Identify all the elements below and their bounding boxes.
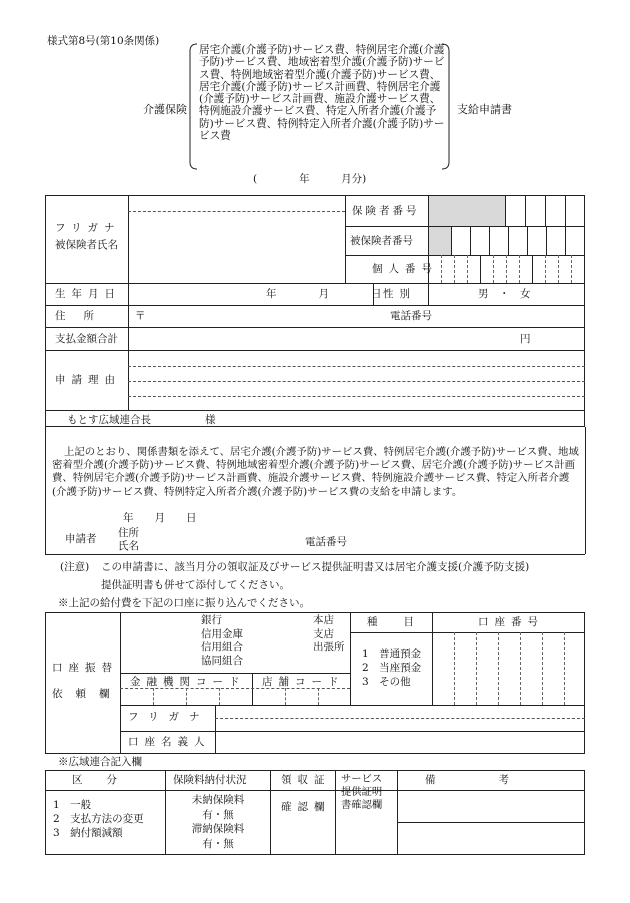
kind-label: 種目 [367,616,440,628]
branch-types[interactable] [313,614,345,655]
title-prefix: 介護保険 [143,103,187,116]
applicant-phone-label: 電話番号 [305,536,347,548]
applicant-address-label: 住所 [118,527,139,539]
institution-type-item: 銀行 [201,614,222,626]
remarks-label: 備 考 [425,774,509,786]
branch-type-item: 本店 [313,614,334,626]
premium-items[interactable] [166,793,270,851]
payment-total-label: 支払金額合計 [55,333,118,345]
service-label-line: 提供証明 [341,786,383,798]
phone-label: 電話番号 [390,310,432,322]
note-line-1: この申請書に、該当月分の領収証及びサービス提供証明書又は居宅介護支援(介護予防支援) [101,561,530,573]
insured-name-label: 被保険者氏名 [55,239,118,251]
receipt-label-2: 確認欄 [281,801,331,813]
reason-label: 申請理由 [55,374,121,386]
kind-option[interactable]: 2 当座預金 [362,662,422,674]
category-label: 区分 [72,774,141,786]
institution-type-item: 信用組合 [201,641,243,653]
declaration-body: 上記のとおり、関係書類を添えて、居宅介護(介護予防)サービス費、特例居宅介護(介護予防)サービス費、地域密着型介護(介護予防)サービス費、特例地域密着型介護(介護予防)サービス費、居宅介護(介護予防)サービス計画費、特例居宅介護(介護予防)サービス計画費、施設介護サービス費、特例施設介護サービス費、特定入所者介護(介護予防)サービス費、特例特定入所者介護(介護予防)サービス費の支給を申請します。 [52,446,579,498]
branch-type-item: 出張所 [313,641,345,653]
premium-item[interactable]: 有・無 [202,837,234,850]
kind-option[interactable]: 3 その他 [362,676,411,688]
insurer-number-label: 保険者番号 [352,205,420,217]
right-brace [441,43,451,170]
premium-item[interactable]: 有・無 [202,808,234,821]
institution-type-item: 信用金庫 [201,627,243,640]
postal-mark: 〒 [135,310,146,322]
service-label-line: サービス [341,773,383,785]
branch-type-item: 支店 [313,627,334,640]
service-label-line: 書確認欄 [341,799,383,811]
bank-instruction: ※上記の給付費を下記の口座に振り込んでください。 [58,597,310,609]
address-label: 住所 [55,310,112,322]
bank-code-label: 金融機関コード [130,676,246,688]
premium-item: 滞納保険料 [191,823,245,835]
addressee: もとす広域連合長 [67,414,151,426]
applicant-label: 申請者 [65,533,97,545]
kind-options[interactable] [362,647,421,689]
insured-number-label: 被保険者番号 [350,235,413,247]
category-items[interactable] [53,798,144,840]
left-brace [188,43,198,170]
personal-number-label: 個人番号 [372,263,438,275]
title-period: ( 年 月分) [253,173,367,185]
birthdate-label: 生年月日 [55,288,121,300]
institution-type-item: 協同組合 [201,654,243,667]
applicant-name-label: 氏名 [118,540,139,552]
category-item[interactable]: 3 納付額減額 [53,827,123,839]
yen-label: 円 [520,333,531,345]
transfer-label-1: 口座振替 [52,662,118,674]
institution-types[interactable] [201,614,243,668]
account-holder-label: 口座名義人 [128,736,211,748]
kind-option[interactable]: 1 普通預金 [362,648,422,660]
branch-code-label: 店舗コード [262,676,345,688]
office-title: ※広域連合記入欄 [58,756,142,768]
furigana-label: フリガナ [55,222,121,234]
account-number-label: 口座番号 [478,616,544,628]
note-line-2: 提供証明書も併せて添付してください。 [101,579,290,591]
declaration-date[interactable]: 年 月 日 [123,512,197,524]
premium-label: 保険料納付状況 [173,774,247,786]
category-item[interactable]: 1 一般 [53,799,92,811]
premium-item: 未納保険料 [191,794,245,806]
note-label: (注意) [60,561,90,573]
category-item[interactable]: 2 支払方法の変更 [53,813,144,825]
account-furigana-label: フリガナ [128,711,210,723]
title-bracket-text: 居宅介護(介護予防)サービス費、特例居宅介護(介護予防)サービス費、地域密着型介護(介護予防)サービス費、特例地域密着型介護(介護予防)サービス費、居宅介護(介護予防)サービス計画費、特例居宅介護(介護予防)サービス計画費、施設介護サービス費、特例施設介護サービス費、特定入所者介護(介護予防)サービス費、特例特定入所者介護(介護予防)サービス費 [199,44,445,143]
receipt-label-1: 領収証 [281,774,331,786]
birthdate-fields[interactable]: 年 月 日 [266,288,382,300]
honorific: 様 [205,414,216,426]
service-label [341,773,382,812]
form-number: 様式第8号(第10条関係) [47,35,160,47]
gender-label: 性別 [383,288,416,300]
gender-options[interactable]: 男 ・ 女 [478,288,531,300]
insured-name-field[interactable] [129,212,344,282]
transfer-label-2: 依頼欄 [52,688,123,700]
title-suffix: 支給申請書 [457,103,512,116]
